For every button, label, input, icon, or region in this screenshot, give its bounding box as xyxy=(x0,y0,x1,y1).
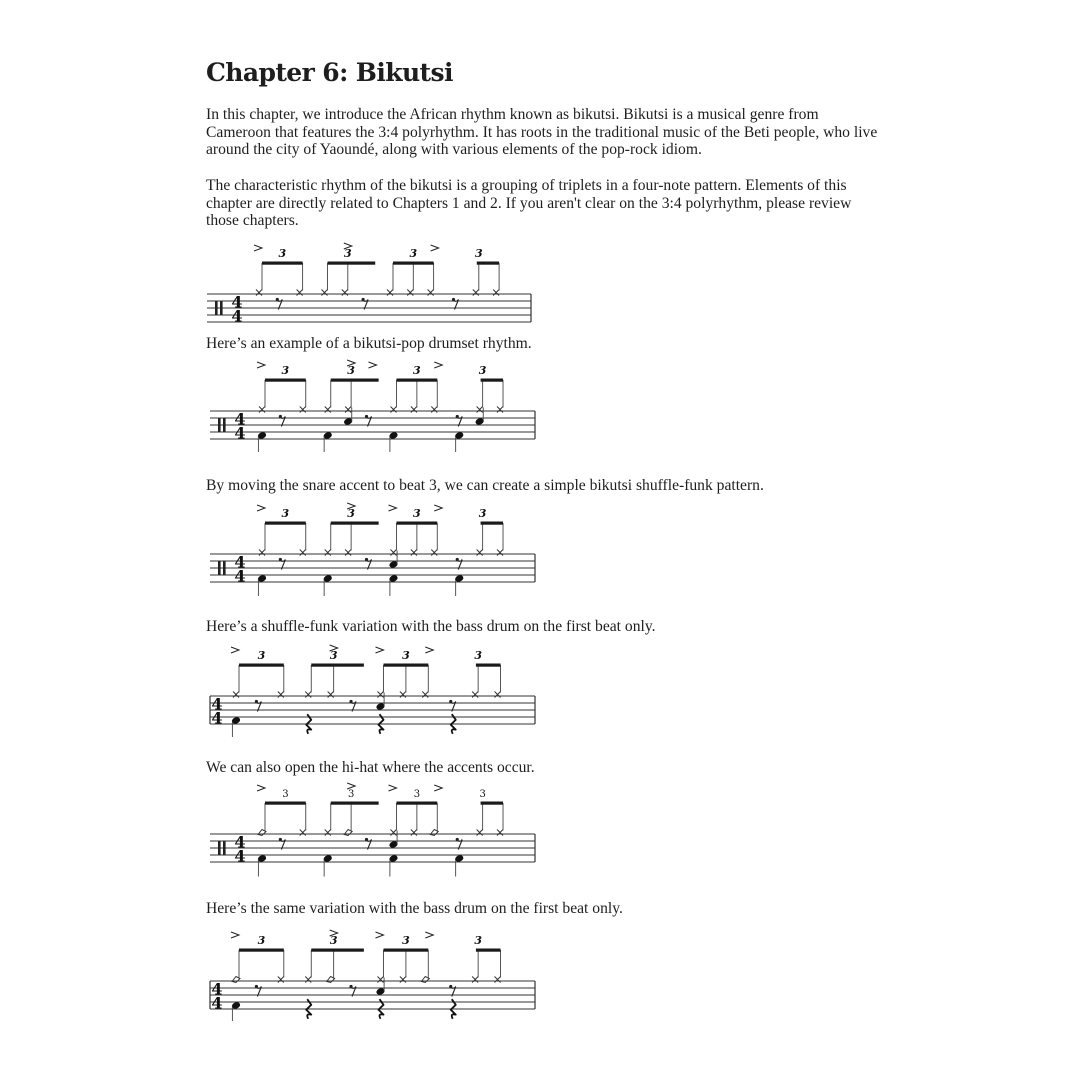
svg-text:3: 3 xyxy=(278,247,287,260)
caption-shuffle-funk: By moving the snare accent to beat 3, we can create a simple bikutsi shuffle-funk pattern. xyxy=(206,477,764,494)
svg-text:3: 3 xyxy=(329,649,338,662)
svg-text:3: 3 xyxy=(413,789,421,800)
svg-text:4: 4 xyxy=(211,993,223,1013)
svg-text:3: 3 xyxy=(257,934,266,947)
intro-paragraph: In this chapter, we introduce the African rhythm known as bikutsi. Bikutsi is a musical genre from Cameroon that features the 3:4 polyrhythm. It has roots in the traditional music of the Beti people, who live around the city of Yaoundé, along with various elements of the pop-rock idiom. xyxy=(206,106,878,159)
svg-text:3: 3 xyxy=(413,364,421,377)
drum-staff xyxy=(200,352,545,452)
chapter-title: Chapter 6: Bikutsi xyxy=(206,58,453,87)
svg-text:3: 3 xyxy=(343,247,352,260)
drum-staff xyxy=(200,236,545,336)
svg-text:3: 3 xyxy=(413,507,421,520)
drum-staff xyxy=(200,496,545,596)
notation-example-3 xyxy=(200,496,545,600)
svg-text:4: 4 xyxy=(234,423,246,443)
svg-text:3: 3 xyxy=(281,364,290,377)
svg-text:4: 4 xyxy=(211,694,223,714)
svg-text:4: 4 xyxy=(211,708,223,728)
svg-text:3: 3 xyxy=(474,934,482,947)
svg-text:4: 4 xyxy=(231,306,243,326)
svg-text:3: 3 xyxy=(402,649,410,662)
caption-same-variation-bass-first-beat: Here’s the same variation with the bass drum on the first beat only. xyxy=(206,900,623,917)
svg-text:3: 3 xyxy=(478,507,487,520)
caption-bikutsi-pop: Here’s an example of a bikutsi-pop drumset rhythm. xyxy=(206,335,532,352)
svg-text:4: 4 xyxy=(234,552,246,572)
svg-text:3: 3 xyxy=(478,364,487,377)
svg-text:3: 3 xyxy=(409,247,418,260)
caption-shuffle-funk-bass-first-beat: Here’s a shuffle-funk variation with the bass drum on the first beat only. xyxy=(206,618,656,635)
notation-example-6 xyxy=(200,921,545,1025)
notation-example-1 xyxy=(200,236,545,340)
svg-text:3: 3 xyxy=(281,507,290,520)
svg-text:3: 3 xyxy=(347,507,355,520)
svg-text:3: 3 xyxy=(474,649,482,662)
svg-text:3: 3 xyxy=(282,789,289,800)
rhythm-description-paragraph: The characteristic rhythm of the bikutsi is a grouping of triplets in a four-note pattern. Elements of this chapter are directly related to Chapters 1 and 2. If you aren't clear on the 3:4 polyrhythm, please review those chapters. xyxy=(206,177,852,230)
svg-text:4: 4 xyxy=(234,832,246,852)
caption-open-hihat: We can also open the hi-hat where the accents occur. xyxy=(206,759,535,776)
svg-text:4: 4 xyxy=(234,409,246,429)
notation-example-5 xyxy=(200,777,545,881)
svg-text:4: 4 xyxy=(234,846,246,866)
svg-text:4: 4 xyxy=(234,566,246,586)
svg-text:3: 3 xyxy=(329,934,338,947)
svg-text:4: 4 xyxy=(231,292,243,312)
notation-example-4 xyxy=(200,637,545,741)
drum-staff xyxy=(200,637,545,737)
svg-text:3: 3 xyxy=(474,247,483,260)
svg-text:3: 3 xyxy=(347,789,355,800)
svg-text:3: 3 xyxy=(479,789,486,800)
notation-example-2 xyxy=(200,352,545,456)
drum-staff xyxy=(200,777,545,877)
svg-text:3: 3 xyxy=(347,364,355,377)
svg-text:3: 3 xyxy=(257,649,266,662)
drum-staff xyxy=(200,921,545,1021)
svg-text:4: 4 xyxy=(211,979,223,999)
svg-text:3: 3 xyxy=(402,934,410,947)
